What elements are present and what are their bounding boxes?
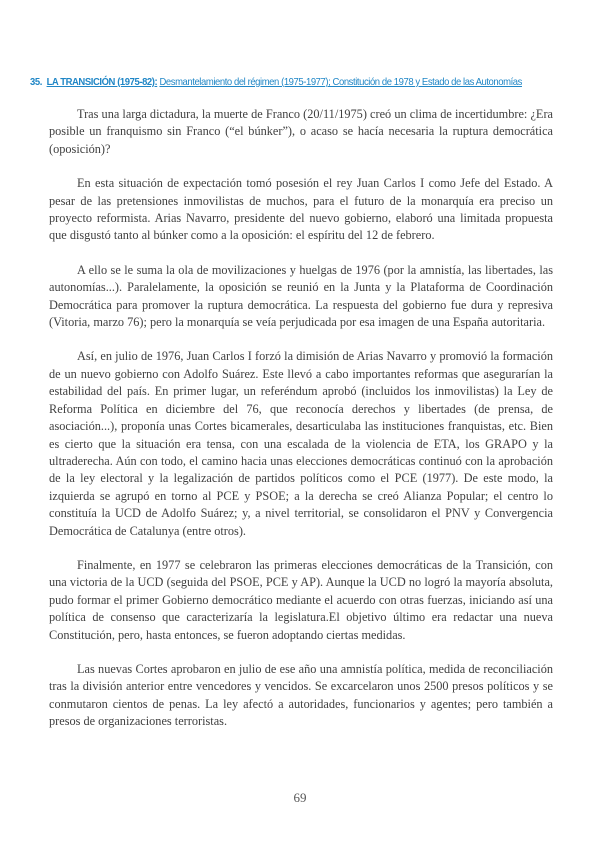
- page-number: 69: [293, 790, 307, 805]
- section-title: LA TRANSICIÓN (1975-82):: [46, 77, 158, 88]
- paragraph-6: Las nuevas Cortes aprobaron en julio de ese año una amnistía política, medida de reconciliación tras la división anterior entre vencedores y vencidos. Se excarcelaron unos 2500 presos políticos y se conmutaron cientos de penas. La ley afectó a autoridades, funcionarios y agentes; pero también a presos de organizaciones terroristas.: [49, 661, 553, 729]
- paragraph-5: Finalmente, en 1977 se celebraron las primeras elecciones democráticas de la Transición, con una victoria de la UCD (seguida del PSOE, PCE y AP). Aunque la UCD no logró la mayoría absoluta, pudo formar el primer Gobierno democrático mediante el acuerdo con otras fuerzas, iniciando así una política de consenso que caracterizaría la legislatura.El objetivo último era redactar una nueva Constitución, pero, hasta entonces, se fueron adoptando ciertas medidas.: [49, 557, 553, 642]
- paragraph-3: A ello se le suma la ola de movilizaciones y huelgas de 1976 (por la amnistía, las libertades, las autonomías...). Paralelamente, la oposición se reunió en la Junta y la Plataforma de Coordinación Democrática para promover la ruptura democrática. La respuesta del gobierno fue dura y represiva (Vitoria, marzo 76); pero la monarquía se veía perjudicada por esa imagen de una España autoritaria.: [49, 262, 553, 330]
- section-subtitle: Desmantelamiento del régimen (1975-1977); Constitución de 1978 y Estado de las Autonomías: [159, 77, 522, 88]
- paragraph-4: Así, en julio de 1976, Juan Carlos I forzó la dimisión de Arias Navarro y promovió la formación de un nuevo gobierno con Adolfo Suárez. Este llevó a cabo importantes reformas que asegurarían la estabilidad del país. En primer lugar, un referéndum aprobó (incluidos los inmovilistas) la Ley de Reforma Política en diciembre del 76, que reconocía derechos y libertades (de prensa, de asociación...), proponía unas Cortes bicamerales, desarticulaba las instituciones franquistas, etc. Bien es cierto que la situación era tensa, con una escalada de la violencia de ETA, los GRAPO y la ultraderecha. Aún con todo, el camino hacia unas elecciones democráticas continuó con la aprobación de la ley electoral y la legalización de partidos políticos como el PCE (1977). De este modo, la izquierda se agrupó en torno al PCE y PSOE; a la derecha se creó Alianza Popular; el centro lo constituía la UCD de Adolfo Suárez; y, a nivel territorial, se consolidaron el PNV y Convergencia Democrática de Catalunya (entre otros).: [49, 349, 553, 538]
- section-number: 35.: [30, 77, 42, 88]
- section-heading: [30, 76, 537, 89]
- body-text: [49, 106, 553, 748]
- paragraph-1: Tras una larga dictadura, la muerte de Franco (20/11/1975) creó un clima de incertidumbre: ¿Era posible un franquismo sin Franco (“el búnker”), o acaso se hacía necesaria la ruptura democrática (oposición)?: [49, 107, 553, 156]
- paragraph-2: En esta situación de expectación tomó posesión el rey Juan Carlos I como Jefe del Estado. A pesar de las pretensiones inmovilistas de muchos, para el futuro de la monarquía era preciso un proyecto reformista. Arias Navarro, presidente del nuevo gobierno, elaboró una limitada propuesta que disgustó tanto al búnker como a la oposición: el espíritu del 12 de febrero.: [49, 176, 553, 243]
